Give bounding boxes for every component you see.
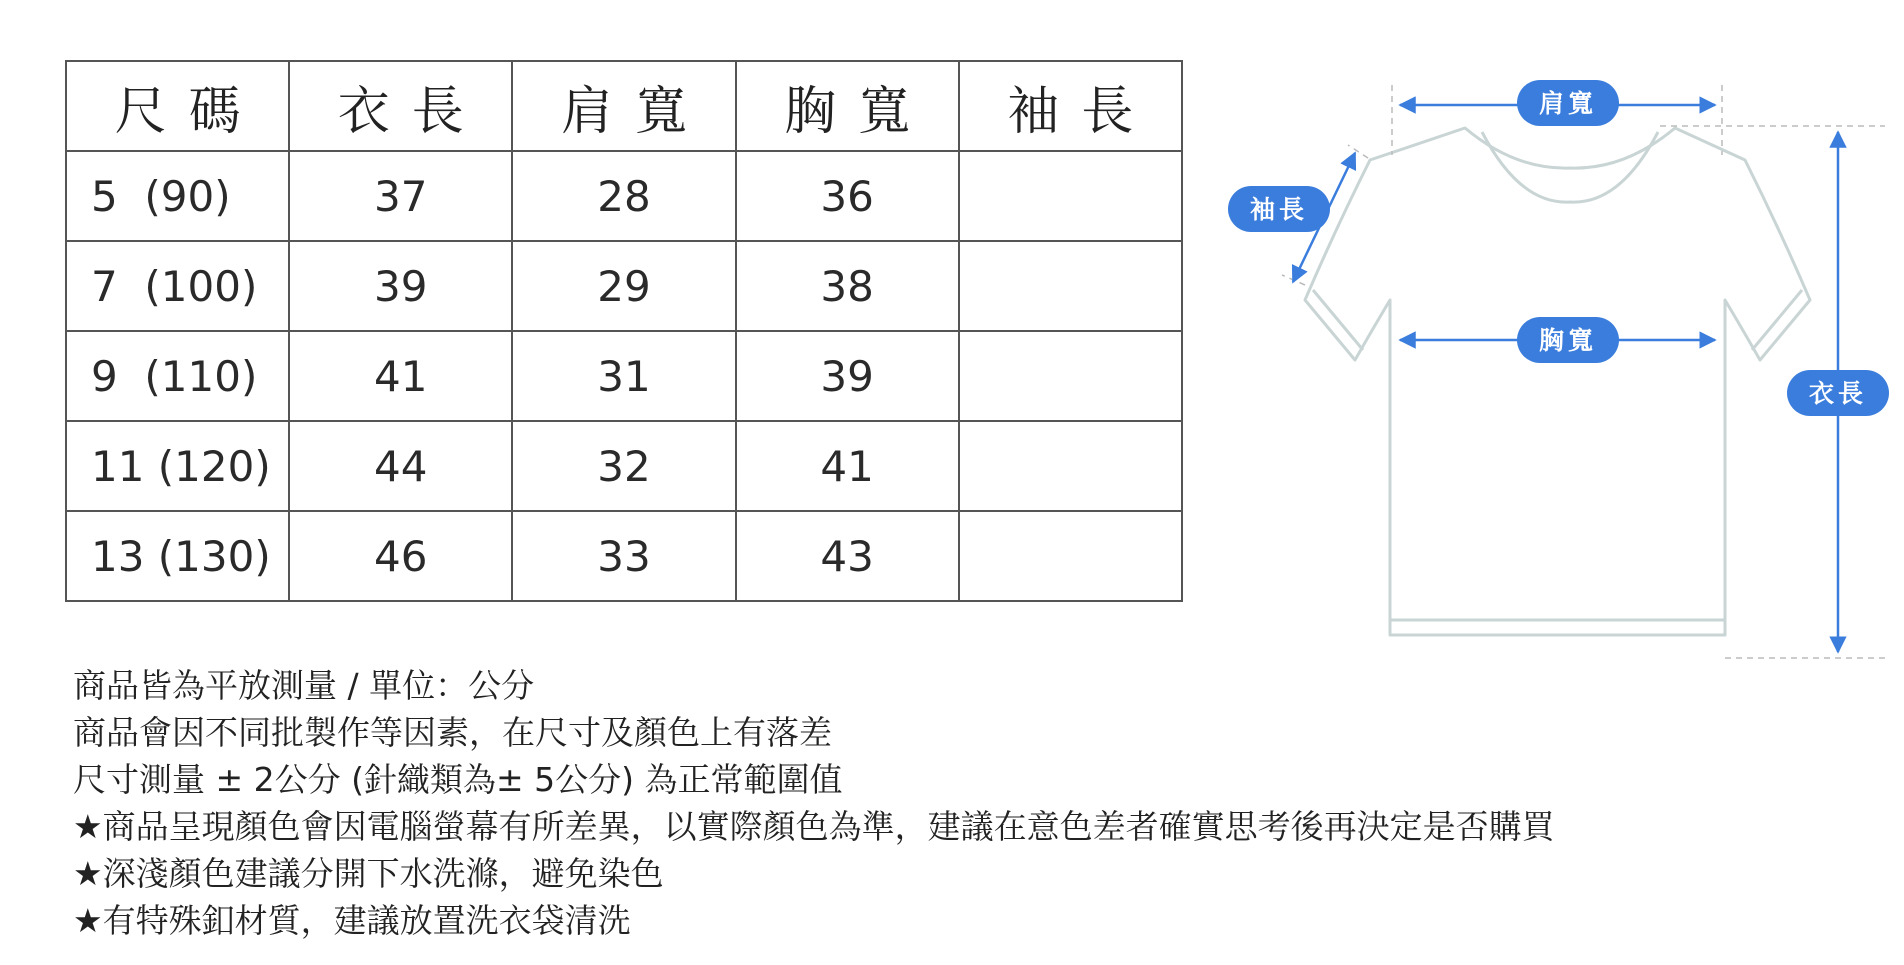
- size-cell: 11 (120): [66, 421, 289, 511]
- note-item: ★商品呈現顏色會因電腦螢幕有所差異，以實際顏色為準，建議在意色差者確實思考後再決定是否購買: [73, 807, 1555, 846]
- size-cell: 9 (110): [66, 331, 289, 421]
- length-label: [1787, 370, 1889, 416]
- notes-list: [73, 662, 1555, 944]
- note-item: 商品會因不同批製作等因素，在尺寸及顏色上有落差: [73, 713, 832, 752]
- length-cell: 46: [289, 511, 512, 601]
- note-item: ★深淺顏色建議分開下水洗滌，避免染色: [73, 854, 664, 893]
- sleeve-label: [1228, 186, 1330, 232]
- t-shirt-icon: [1305, 128, 1810, 635]
- size-cell: 13 (130): [66, 511, 289, 601]
- sleeve-cell: [959, 511, 1182, 601]
- table-row: [66, 511, 1182, 601]
- shoulder-label: [1517, 80, 1619, 126]
- chest-cell: 41: [736, 421, 959, 511]
- svg-text:肩寬: 肩寬: [1538, 89, 1598, 118]
- measurement-diagram: [1220, 60, 1900, 680]
- shoulder-cell: 31: [512, 331, 735, 421]
- shoulder-cell: 32: [512, 421, 735, 511]
- note-item: ★有特殊釦材質，建議放置洗衣袋清洗: [73, 901, 631, 940]
- length-cell: 37: [289, 151, 512, 241]
- svg-text:胸寬: 胸寬: [1538, 326, 1598, 355]
- svg-text:衣長: 衣長: [1808, 379, 1868, 408]
- size-cell: 5 (90): [66, 151, 289, 241]
- shoulder-cell: 29: [512, 241, 735, 331]
- length-cell: 39: [289, 241, 512, 331]
- table-row: [66, 421, 1182, 511]
- table-row: [66, 151, 1182, 241]
- shoulder-cell: 28: [512, 151, 735, 241]
- table-row: [66, 331, 1182, 421]
- chest-cell: 39: [736, 331, 959, 421]
- chest-cell: 43: [736, 511, 959, 601]
- header-sleeve: 袖長: [959, 61, 1182, 151]
- size-table-header-row: [66, 61, 1182, 151]
- sleeve-cell: [959, 151, 1182, 241]
- chest-label: [1517, 317, 1619, 363]
- size-table: [65, 60, 1183, 602]
- size-cell: 7 (100): [66, 241, 289, 331]
- chest-cell: 38: [736, 241, 959, 331]
- header-chest: 胸寬: [736, 61, 959, 151]
- header-size: 尺碼: [66, 61, 289, 151]
- sleeve-cell: [959, 241, 1182, 331]
- header-length: 衣長: [289, 61, 512, 151]
- table-row: [66, 241, 1182, 331]
- header-shoulder: 肩寬: [512, 61, 735, 151]
- length-cell: 41: [289, 331, 512, 421]
- note-item: 尺寸測量 ± 2公分 (針織類為± 5公分) 為正常範圍值: [73, 760, 843, 799]
- sleeve-cell: [959, 421, 1182, 511]
- length-cell: 44: [289, 421, 512, 511]
- svg-text:袖長: 袖長: [1249, 195, 1309, 224]
- chest-cell: 36: [736, 151, 959, 241]
- note-item: 商品皆為平放測量 / 單位：公分: [73, 666, 535, 705]
- sleeve-cell: [959, 331, 1182, 421]
- shoulder-cell: 33: [512, 511, 735, 601]
